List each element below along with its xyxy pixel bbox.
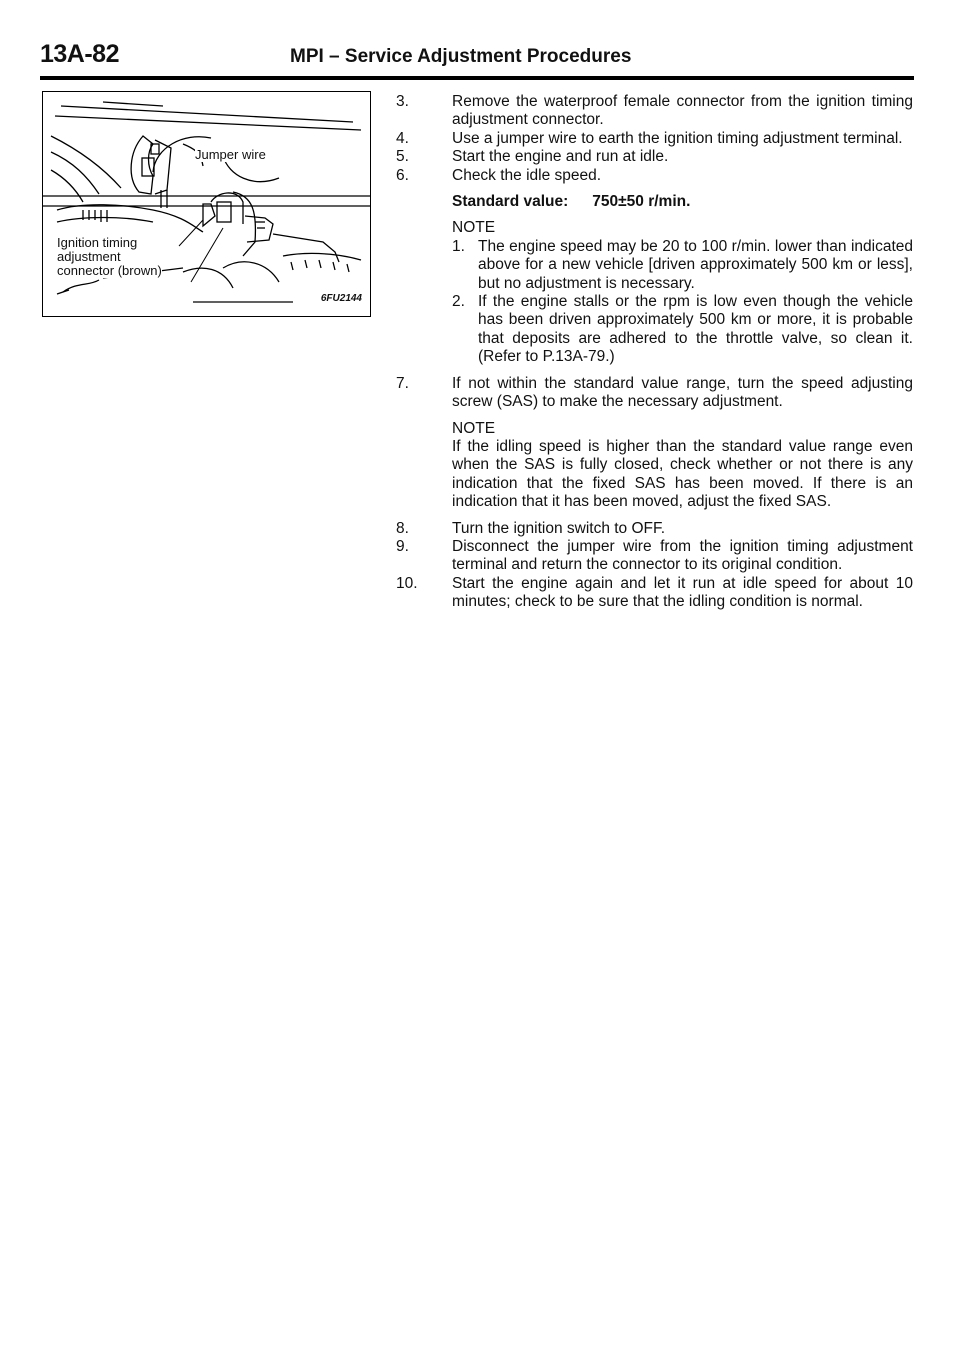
step-4 — [396, 130, 913, 148]
step-text: Remove the waterproof female connector from the ignition timing adjustment connector. — [452, 93, 913, 129]
note-number: 2. — [452, 293, 465, 311]
step-number: 3. — [396, 93, 409, 110]
figure-id: 6FU2144 — [320, 293, 362, 304]
note-text: The engine speed may be 20 to 100 r/min. lower than indicated above for a new vehicle [driven approximately 500 km or less], but no adjustment is necessary. — [478, 237, 913, 292]
note-number: 1. — [452, 237, 465, 255]
step-number: 5. — [396, 148, 409, 166]
step-number: 10. — [396, 574, 418, 592]
step-9 — [396, 538, 913, 575]
standard-value — [452, 193, 913, 211]
page-header — [40, 40, 914, 80]
ignition-label-line1: Ignition timing — [57, 235, 138, 250]
note-heading: NOTE — [452, 419, 496, 437]
engine-illustration — [42, 91, 371, 317]
step-text: If not within the standard value range, turn the speed adjusting screw (SAS) to make the necessary adjustment. — [452, 374, 913, 411]
step-text: Start the engine and run at idle. — [452, 148, 669, 166]
standard-value-label: Standard value: — [452, 193, 569, 211]
step-number: 8. — [396, 519, 409, 537]
step-text: Disconnect the jumper wire from the ignition timing adjustment terminal and return the connector to its original condition. — [452, 537, 913, 574]
step-text: Start the engine again and let it run at idle speed for about 10 minutes; check to be sure that the idling condition is normal. — [452, 574, 913, 611]
note-text: If the idling speed is higher than the standard value range even when the SAS is fully closed, check whether or not there is any indication that the fixed SAS has been moved. If there is an indication that it has been moved, adjust the fixed SAS. — [452, 437, 913, 511]
step-text: Turn the ignition switch to OFF. — [452, 519, 666, 537]
step-number: 4. — [396, 129, 409, 147]
ignition-label-line2: adjustment — [57, 249, 121, 264]
step-6 — [396, 167, 913, 185]
step-text: Use a jumper wire to earth the ignition timing adjustment terminal. — [452, 129, 903, 147]
procedure-text — [396, 93, 913, 612]
step-3 — [396, 93, 913, 130]
standard-value-number: 750±50 r/min. — [592, 193, 691, 211]
step-number: 9. — [396, 537, 409, 555]
step-8 — [396, 520, 913, 538]
step-text: Check the idle speed. — [452, 166, 602, 184]
note-item-2 — [452, 293, 913, 367]
note-text: If the engine stalls or the rpm is low even though the vehicle has been driven approximately 500 km or more, it is probable that deposits are adhered to the throttle valve, so clean it. (Refer to P.13A-79.) — [478, 293, 913, 366]
engine-line-drawing — [43, 92, 370, 316]
step-10 — [396, 575, 913, 612]
step-number: 6. — [396, 166, 409, 184]
section-title: MPI – Service Adjustment Procedures — [290, 46, 632, 67]
step-number: 7. — [396, 374, 409, 392]
page-number: 13A-82 — [40, 40, 119, 68]
note-heading: NOTE — [452, 219, 496, 237]
note-item-1 — [452, 238, 913, 293]
step-7 — [396, 375, 913, 412]
step-5 — [396, 148, 913, 166]
jumper-wire-label: Jumper wire — [195, 147, 266, 162]
ignition-label-line3: connector (brown) — [57, 263, 162, 278]
